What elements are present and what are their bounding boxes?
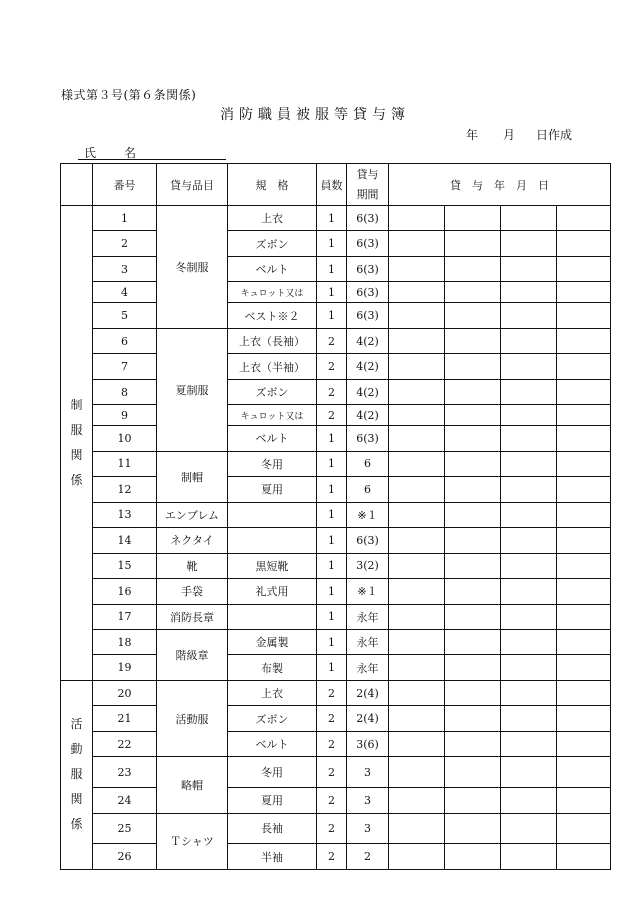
table-row [61, 426, 611, 451]
count-cell: 1 [317, 528, 347, 553]
count-cell: 1 [317, 604, 347, 629]
table-row [61, 477, 611, 502]
row-number: 3 [93, 256, 157, 281]
spec-cell: 上衣 [228, 206, 317, 231]
table-row [61, 706, 611, 731]
period-cell: 4(2) [347, 328, 389, 353]
loan-date-entry-cell[interactable] [445, 328, 501, 353]
loan-date-entry-cell[interactable] [445, 451, 501, 476]
row-number: 2 [93, 231, 157, 256]
spec-cell: キュロット又は [228, 405, 317, 426]
table-row [61, 553, 611, 578]
loan-date-entry-cell[interactable] [501, 426, 557, 451]
period-cell: 永年 [347, 629, 389, 654]
period-header-line2: 期間 [356, 187, 379, 201]
row-number: 24 [93, 788, 157, 813]
category-char: 係 [70, 817, 83, 832]
loan-date-entry-cell[interactable] [501, 579, 557, 604]
loan-date-entry-cell[interactable] [501, 477, 557, 502]
table-row [61, 502, 611, 527]
spec-cell: 布製 [228, 655, 317, 680]
loan-date-entry-cell[interactable] [389, 206, 445, 231]
table-row [61, 655, 611, 680]
loan-date-entry-cell[interactable] [557, 553, 611, 578]
loan-date-entry-cell[interactable] [389, 757, 445, 788]
loan-date-entry-cell[interactable] [389, 477, 445, 502]
table-row [61, 757, 611, 788]
count-cell: 1 [317, 451, 347, 476]
count-cell: 1 [317, 426, 347, 451]
count-header: 員数 [317, 164, 347, 206]
loan-date-entry-cell[interactable] [389, 502, 445, 527]
row-number: 19 [93, 655, 157, 680]
count-cell: 1 [317, 553, 347, 578]
category-char: 服 [70, 767, 83, 782]
loan-date-entry-cell[interactable] [389, 379, 445, 404]
table-row [61, 604, 611, 629]
loan-date-entry-cell[interactable] [557, 579, 611, 604]
count-cell: 2 [317, 379, 347, 404]
count-cell: 2 [317, 405, 347, 426]
loan-date-entry-cell[interactable] [389, 231, 445, 256]
date-year-label: 年 [466, 128, 479, 142]
spec-cell: 礼式用 [228, 579, 317, 604]
loan-date-entry-cell[interactable] [389, 426, 445, 451]
category-char: 活 [70, 717, 83, 732]
loan-date-entry-cell[interactable] [501, 405, 557, 426]
spec-cell: 夏用 [228, 788, 317, 813]
loan-date-entry-cell[interactable] [501, 528, 557, 553]
spec-cell: ベスト※２ [228, 303, 317, 328]
row-number: 11 [93, 451, 157, 476]
loan-date-entry-cell[interactable] [557, 706, 611, 731]
spec-cell: 冬用 [228, 451, 317, 476]
item-name-cap: 制帽 [157, 451, 228, 502]
loan-date-entry-cell[interactable] [557, 629, 611, 654]
item-name-activity_wear: 活動服 [157, 680, 228, 756]
loan-date-entry-cell[interactable] [445, 813, 501, 844]
table-row [61, 303, 611, 328]
table-row [61, 451, 611, 476]
loan-date-entry-cell[interactable] [501, 328, 557, 353]
loan-date-entry-cell[interactable] [445, 680, 501, 705]
row-number: 5 [93, 303, 157, 328]
spec-cell: ベルト [228, 426, 317, 451]
loan-date-entry-cell[interactable] [445, 604, 501, 629]
row-number: 18 [93, 629, 157, 654]
loan-date-entry-cell[interactable] [501, 844, 557, 870]
period-cell: 6 [347, 451, 389, 476]
period-header-line1: 貸与 [356, 167, 379, 181]
loan-date-entry-cell[interactable] [445, 553, 501, 578]
count-cell: 2 [317, 757, 347, 788]
loan-date-entry-cell[interactable] [389, 604, 445, 629]
loan-date-entry-cell[interactable] [389, 303, 445, 328]
period-cell: 4(2) [347, 405, 389, 426]
count-cell: 1 [317, 629, 347, 654]
spec-cell [228, 528, 317, 553]
spec-cell: ベルト [228, 256, 317, 281]
loan-date-entry-cell[interactable] [557, 426, 611, 451]
row-number: 7 [93, 354, 157, 379]
loan-date-entry-cell[interactable] [557, 451, 611, 476]
item-name-winter: 冬制服 [157, 206, 228, 329]
loan-date-entry-cell[interactable] [501, 502, 557, 527]
loan-date-entry-cell[interactable] [557, 604, 611, 629]
page-title: 消防職員被服等貸与簿 [220, 107, 410, 123]
loan-date-entry-cell[interactable] [389, 553, 445, 578]
loan-date-entry-cell[interactable] [557, 655, 611, 680]
row-number: 17 [93, 604, 157, 629]
loan-date-entry-cell[interactable] [445, 426, 501, 451]
loan-date-entry-cell[interactable] [501, 282, 557, 303]
spec-cell: 夏用 [228, 477, 317, 502]
period-cell: 6(3) [347, 528, 389, 553]
item-header: 貸与品目 [157, 164, 228, 206]
category-char: 動 [70, 742, 83, 757]
loan-date-entry-cell[interactable] [445, 788, 501, 813]
loan-date-entry-cell[interactable] [501, 731, 557, 756]
row-number: 10 [93, 426, 157, 451]
period-cell: 6(3) [347, 426, 389, 451]
period-cell: 6(3) [347, 256, 389, 281]
loan-date-entry-cell[interactable] [501, 553, 557, 578]
loan-date-entry-cell[interactable] [501, 757, 557, 788]
period-cell: 4(2) [347, 354, 389, 379]
loan-date-entry-cell[interactable] [389, 579, 445, 604]
loan-date-entry-cell[interactable] [389, 528, 445, 553]
row-number: 6 [93, 328, 157, 353]
category-char: 係 [70, 472, 83, 487]
spec-cell [228, 604, 317, 629]
loan-date-entry-cell[interactable] [445, 231, 501, 256]
spec-cell: 上衣（半袖） [228, 354, 317, 379]
table-row [61, 206, 611, 231]
number-header: 番号 [93, 164, 157, 206]
spec-cell: 金属製 [228, 629, 317, 654]
loan-date-entry-cell[interactable] [501, 206, 557, 231]
loan-date-entry-cell[interactable] [557, 256, 611, 281]
row-number: 1 [93, 206, 157, 231]
table-row [61, 379, 611, 404]
row-number: 20 [93, 680, 157, 705]
loan-date-entry-cell[interactable] [445, 256, 501, 281]
category-char: 服 [70, 422, 83, 437]
loan-date-entry-cell[interactable] [445, 282, 501, 303]
period-header [347, 164, 389, 206]
loan-date-entry-cell[interactable] [389, 405, 445, 426]
row-number: 12 [93, 477, 157, 502]
period-cell: 6 [347, 477, 389, 502]
loan-date-entry-cell[interactable] [557, 354, 611, 379]
period-cell: 3(2) [347, 553, 389, 578]
row-number: 14 [93, 528, 157, 553]
period-cell: 3(6) [347, 731, 389, 756]
period-cell: 3 [347, 757, 389, 788]
period-cell: 永年 [347, 655, 389, 680]
loan-date-entry-cell[interactable] [557, 328, 611, 353]
item-name-necktie: ネクタイ [157, 528, 228, 553]
loan-date-entry-cell[interactable] [501, 813, 557, 844]
table-row [61, 813, 611, 844]
table-row [61, 256, 611, 281]
spec-header: 規 格 [228, 164, 317, 206]
table-row [61, 629, 611, 654]
spec-cell: 上衣 [228, 680, 317, 705]
count-cell: 1 [317, 206, 347, 231]
loan-date-entry-cell[interactable] [557, 757, 611, 788]
loan-date-entry-cell[interactable] [557, 282, 611, 303]
loan-date-entry-cell[interactable] [557, 206, 611, 231]
count-cell: 2 [317, 680, 347, 705]
loan-date-entry-cell[interactable] [557, 813, 611, 844]
count-cell: 2 [317, 844, 347, 870]
period-cell: 4(2) [347, 379, 389, 404]
spec-cell: ズボン [228, 379, 317, 404]
table-row [61, 731, 611, 756]
period-cell: 3 [347, 813, 389, 844]
period-cell: 永年 [347, 604, 389, 629]
count-cell: 2 [317, 813, 347, 844]
loan-date-entry-cell[interactable] [501, 231, 557, 256]
loan-date-entry-cell[interactable] [445, 629, 501, 654]
loan-date-entry-cell[interactable] [501, 354, 557, 379]
loan-date-entry-cell[interactable] [501, 788, 557, 813]
loan-date-entry-cell[interactable] [389, 731, 445, 756]
loan-date-entry-cell[interactable] [445, 528, 501, 553]
row-number: 8 [93, 379, 157, 404]
loan-date-entry-cell[interactable] [389, 655, 445, 680]
loan-date-entry-cell[interactable] [557, 788, 611, 813]
table-row [61, 788, 611, 813]
category-char: 関 [70, 447, 83, 462]
spec-cell: ズボン [228, 231, 317, 256]
period-cell: 6(3) [347, 206, 389, 231]
loan-date-entry-cell[interactable] [445, 655, 501, 680]
loan-date-entry-cell[interactable] [445, 206, 501, 231]
spec-cell: ベルト [228, 731, 317, 756]
loan-date-entry-cell[interactable] [389, 354, 445, 379]
item-name-chief_badge: 消防長章 [157, 604, 228, 629]
count-cell: 1 [317, 579, 347, 604]
item-name-field_cap: 略帽 [157, 757, 228, 813]
loan-date-entry-cell[interactable] [389, 451, 445, 476]
loan-date-entry-cell[interactable] [557, 502, 611, 527]
loan-date-entry-cell[interactable] [389, 629, 445, 654]
loan-date-entry-cell[interactable] [501, 604, 557, 629]
count-cell: 2 [317, 328, 347, 353]
spec-cell: 冬用 [228, 757, 317, 788]
loan-date-entry-cell[interactable] [389, 813, 445, 844]
loan-ledger-table [60, 163, 611, 870]
item-name-rank_badge: 階級章 [157, 629, 228, 680]
loan-date-entry-cell[interactable] [445, 757, 501, 788]
spec-cell: 黒短靴 [228, 553, 317, 578]
loan-date-entry-cell[interactable] [557, 231, 611, 256]
count-cell: 1 [317, 477, 347, 502]
date-day-label: 日作成 [536, 128, 573, 142]
table-row [61, 231, 611, 256]
item-name-gloves: 手袋 [157, 579, 228, 604]
loan-date-entry-cell[interactable] [389, 282, 445, 303]
loan-date-entry-cell[interactable] [501, 256, 557, 281]
row-number: 21 [93, 706, 157, 731]
row-number: 15 [93, 553, 157, 578]
item-name-summer: 夏制服 [157, 328, 228, 451]
period-cell: ※１ [347, 579, 389, 604]
period-cell: 6(3) [347, 231, 389, 256]
loan-date-entry-cell[interactable] [389, 328, 445, 353]
loan-date-entry-cell[interactable] [501, 680, 557, 705]
loan-date-entry-cell[interactable] [445, 405, 501, 426]
spec-cell [228, 502, 317, 527]
loan-date-entry-cell[interactable] [557, 477, 611, 502]
loan-date-entry-cell[interactable] [557, 405, 611, 426]
loan-date-entry-cell[interactable] [445, 477, 501, 502]
count-cell: 2 [317, 788, 347, 813]
count-cell: 1 [317, 303, 347, 328]
count-cell: 2 [317, 731, 347, 756]
loan-date-entry-cell[interactable] [557, 731, 611, 756]
name-label: 氏 名 [84, 146, 145, 160]
count-cell: 1 [317, 256, 347, 281]
item-name-tshirt: Ｔシャツ [157, 813, 228, 870]
category-char: 制 [70, 397, 83, 412]
loan-date-entry-cell[interactable] [445, 579, 501, 604]
count-cell: 1 [317, 282, 347, 303]
form-number: 様式第３号(第６条関係) [61, 88, 197, 102]
loan-date-entry-cell[interactable] [389, 706, 445, 731]
period-cell: 6(3) [347, 282, 389, 303]
loan-date-entry-cell[interactable] [501, 655, 557, 680]
table-row [61, 579, 611, 604]
table-row [61, 528, 611, 553]
name-field-line[interactable] [78, 159, 226, 160]
loan-date-entry-cell[interactable] [445, 731, 501, 756]
row-number: 9 [93, 405, 157, 426]
loan-date-entry-cell[interactable] [445, 303, 501, 328]
date-month-label: 月 [503, 128, 516, 142]
row-number: 16 [93, 579, 157, 604]
category-cell-activity [61, 680, 93, 869]
row-number: 23 [93, 757, 157, 788]
table-row [61, 844, 611, 870]
loan-date-entry-cell[interactable] [501, 451, 557, 476]
category-char: 関 [70, 792, 83, 807]
header-row [61, 164, 611, 206]
period-cell: 6(3) [347, 303, 389, 328]
spec-cell: 半袖 [228, 844, 317, 870]
row-number: 25 [93, 813, 157, 844]
table-row [61, 282, 611, 303]
loan-date-entry-cell[interactable] [557, 379, 611, 404]
spec-cell: 長袖 [228, 813, 317, 844]
loan-date-entry-cell[interactable] [445, 354, 501, 379]
row-number: 22 [93, 731, 157, 756]
spec-cell: 上衣（長袖） [228, 328, 317, 353]
item-name-emblem: エンブレム [157, 502, 228, 527]
spec-cell: キュロット又は [228, 282, 317, 303]
loan-date-entry-cell[interactable] [445, 844, 501, 870]
loan-date-entry-cell[interactable] [501, 706, 557, 731]
table-row [61, 354, 611, 379]
loan-date-entry-cell[interactable] [389, 680, 445, 705]
loan-date-entry-cell[interactable] [389, 788, 445, 813]
category-header [61, 164, 93, 206]
count-cell: 1 [317, 655, 347, 680]
period-cell: 3 [347, 788, 389, 813]
count-cell: 1 [317, 502, 347, 527]
count-cell: 2 [317, 706, 347, 731]
loan-date-entry-cell[interactable] [557, 844, 611, 870]
count-cell: 2 [317, 354, 347, 379]
table-row [61, 405, 611, 426]
row-number: 13 [93, 502, 157, 527]
loan-date-entry-cell[interactable] [501, 379, 557, 404]
row-number: 4 [93, 282, 157, 303]
table-row [61, 680, 611, 705]
period-cell: 2 [347, 844, 389, 870]
category-cell-uniform [61, 206, 93, 681]
loan-date-entry-cell[interactable] [501, 303, 557, 328]
table-row [61, 328, 611, 353]
loan-date-header: 貸 与 年 月 日 [389, 164, 611, 206]
row-number: 26 [93, 844, 157, 870]
loan-date-entry-cell[interactable] [445, 502, 501, 527]
period-cell: 2(4) [347, 706, 389, 731]
spec-cell: ズボン [228, 706, 317, 731]
period-cell: 2(4) [347, 680, 389, 705]
loan-date-entry-cell[interactable] [389, 256, 445, 281]
loan-date-entry-cell[interactable] [445, 706, 501, 731]
loan-date-entry-cell[interactable] [501, 629, 557, 654]
loan-date-entry-cell[interactable] [389, 844, 445, 870]
loan-date-entry-cell[interactable] [445, 379, 501, 404]
loan-date-entry-cell[interactable] [557, 680, 611, 705]
period-cell: ※１ [347, 502, 389, 527]
item-name-shoes: 靴 [157, 553, 228, 578]
loan-date-entry-cell[interactable] [557, 303, 611, 328]
count-cell: 1 [317, 231, 347, 256]
loan-date-entry-cell[interactable] [557, 528, 611, 553]
